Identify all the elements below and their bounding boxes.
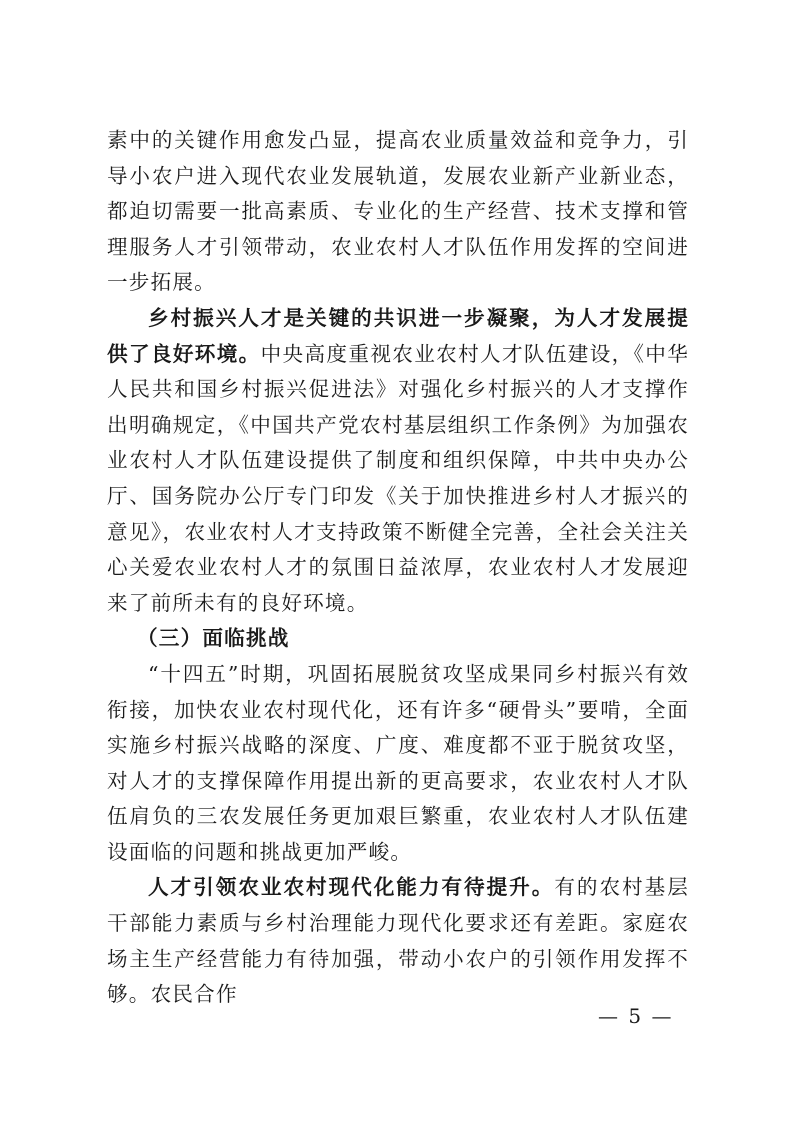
paragraph-4-body: 有的农村基层干部能力素质与乡村治理能力现代化要求还有差距。家庭农场主生产经营能力有待加强，带动小农户的引领作用发挥不够。农民合作: [107, 875, 689, 1007]
page-number: — 5 —: [598, 1004, 674, 1028]
paragraph-3: “十四五”时期，巩固拓展脱贫攻坚成果同乡村振兴有效衔接，加快农业农村现代化，还有许多“硬骨头”要啃，全面实施乡村振兴战略的深度、广度、难度都不亚于脱贫攻坚，对人才的支撑保障作用提出新的更高要求，农业农村人才队伍肩负的三农发展任务更加艰巨繁重，农业农村人才队伍建设面临的问题和挑战更加严峻。: [107, 661, 689, 864]
paragraph-2-body: 中央高度重视农业农村人才队伍建设，《中华人民共和国乡村振兴促进法》对强化乡村振兴的人才支撑作出明确规定，《中国共产党农村基层组织工作条例》为加强农业农村人才队伍建设提供了制度和组织保障，中共中央办公厅、国务院办公厅专门印发《关于加快推进乡村人才振兴的意见》，农业农村人才支持政策不断健全完善，全社会关注关心关爱农业农村人才的氛围日益浓厚，农业农村人才发展迎来了前所未有的良好环境。: [107, 341, 690, 615]
section-heading-3: （三）面临挑战: [137, 626, 290, 651]
paragraph-2-lead: 乡村振兴人才是关键的共识进一步凝聚，为人才发展提供了良好环境。: [107, 305, 689, 366]
paragraph-2: [107, 301, 689, 621]
document-body: [107, 123, 689, 1013]
paragraph-4-lead: 人才引领农业农村现代化能力有待提升。: [148, 875, 555, 900]
paragraph-1: 素中的关键作用愈发凸显，提高农业质量效益和竞争力，引导小农户进入现代农业发展轨道，发展农业新产业新业态，都迫切需要一批高素质、专业化的生产经营、技术支撑和管理服务人才引领带动，农业农村人才队伍作用发挥的空间进一步拓展。: [107, 128, 689, 295]
paragraph-4: [107, 870, 689, 1012]
